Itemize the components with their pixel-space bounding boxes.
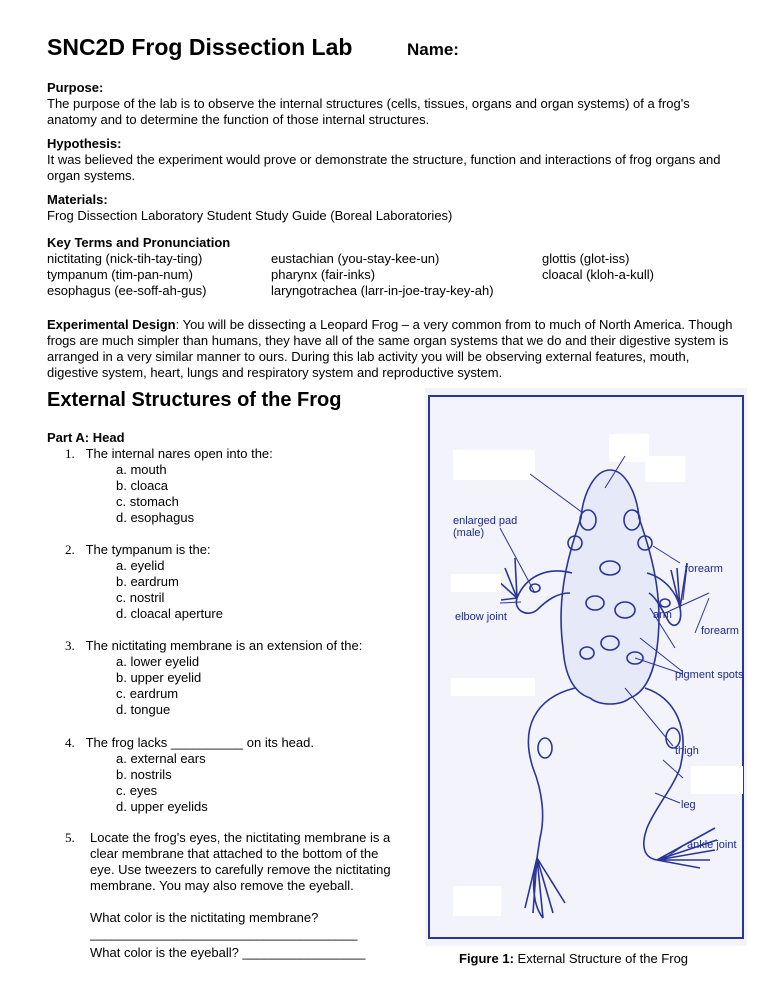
option: c. eyes (116, 783, 158, 798)
option: d. cloacal aperture (116, 606, 223, 621)
key-terms-col3 (542, 251, 654, 283)
label-enlarged-pad: enlarged pad (453, 515, 518, 527)
question-number: 1. (65, 446, 75, 461)
question-number: 2. (65, 542, 75, 557)
label-elbow-joint: elbow joint (455, 611, 507, 623)
question-text: The internal nares open into the: (85, 446, 273, 461)
label-arm: arm (653, 609, 672, 621)
label-ankle-joint: ankle joint (687, 839, 737, 851)
question-line: Locate the frog's eyes, the nictitating membrane is a (90, 830, 391, 845)
label-thigh: thigh (675, 745, 699, 757)
option: d. esophagus (116, 510, 195, 525)
key-term: glottis (glot-iss) (542, 251, 630, 266)
question-text: The nictitating membrane is an extension of the: (85, 638, 363, 653)
experimental-design-section (47, 317, 742, 381)
label-forearm-1: forearm (685, 563, 723, 575)
option: a. mouth (116, 462, 167, 477)
name-label: Name: (407, 40, 459, 59)
purpose-text: The purpose of the lab is to observe the internal structures (cells, tissues, organs and organ systems) of a frog's anatomy and to determine the function of those internal structures. (47, 96, 690, 127)
experimental-design-heading: Experimental Design (47, 317, 176, 332)
label-forearm-2: forearm (701, 625, 739, 637)
key-term: tympanum (tim-pan-num) (47, 267, 193, 282)
option: a. external ears (116, 751, 206, 766)
label-male: (male) (453, 527, 485, 539)
question-ask: What color is the nictitating membrane? (90, 910, 319, 925)
key-term: eustachian (you-stay-kee-un) (271, 251, 440, 266)
hypothesis-text: It was believed the experiment would prove or demonstrate the structure, function and interactions of frog organs and organ systems. (47, 152, 721, 183)
question-number: 3. (65, 638, 75, 653)
figure-caption (459, 951, 688, 966)
option: b. eardrum (116, 574, 179, 589)
part-a-heading: Part A: Head (47, 430, 125, 445)
option: c. nostril (116, 590, 165, 605)
caption-bold: Figure 1: (459, 951, 514, 966)
materials-section (47, 192, 737, 224)
question-line: eye. Use tweezers to carefully remove the nictitating (90, 862, 391, 877)
blank-label-box (691, 766, 743, 794)
purpose-heading: Purpose: (47, 80, 104, 95)
question-4 (65, 735, 405, 815)
blank-label-box (451, 678, 535, 696)
answer-blank[interactable]: _____________________________________ (90, 926, 358, 941)
blank-label-box (453, 450, 535, 480)
question-text: The frog lacks __________ on its head. (85, 735, 314, 750)
experimental-design-text: : You will be dissecting a Leopard Frog – a very common from to much of North America. Though frogs are much simpler than humans, they have all of the same organ systems that we do and their digestive system is arranged in a very similar manner to ours. During this lab activity you will be observing external features, mouth, digestive system, heart, lungs and respiratory system and reproductive system. (47, 317, 733, 380)
key-term: laryngotrachea (larr-in-joe-tray-key-ah) (271, 283, 494, 298)
question-text: The tympanum is the: (85, 542, 211, 557)
option: a. lower eyelid (116, 654, 200, 669)
question-number: 4. (65, 735, 75, 750)
question-3 (65, 638, 425, 718)
section-title: External Structures of the Frog (47, 389, 342, 411)
option: c. eardrum (116, 686, 179, 701)
question-number: 5. (65, 830, 75, 845)
question-5 (65, 830, 425, 961)
option: b. cloaca (116, 478, 169, 493)
materials-text: Frog Dissection Laboratory Student Study Guide (Boreal Laboratories) (47, 208, 453, 223)
label-leg: leg (681, 799, 696, 811)
hypothesis-heading: Hypothesis: (47, 136, 122, 151)
key-term: cloacal (kloh-a-kull) (542, 267, 654, 282)
key-term: pharynx (fair-inks) (271, 267, 376, 282)
option: c. stomach (116, 494, 179, 509)
key-terms-col2 (271, 251, 494, 299)
key-term: nictitating (nick-tih-tay-ting) (47, 251, 203, 266)
hypothesis-section (47, 136, 737, 184)
option: d. upper eyelids (116, 799, 208, 814)
key-terms-col1 (47, 251, 206, 299)
question-2 (65, 542, 405, 622)
key-terms-heading: Key Terms and Pronunciation (47, 235, 231, 250)
page-title: SNC2D Frog Dissection Lab (47, 34, 353, 60)
label-pigment-spots: pigment spots (675, 669, 744, 681)
option: b. nostrils (116, 767, 172, 782)
option: a. eyelid (116, 558, 165, 573)
blank-label-box (451, 574, 501, 592)
blank-label-box (645, 456, 685, 482)
question-line: clear membrane that attached to the bottom of the (90, 846, 379, 861)
purpose-section (47, 80, 737, 128)
question-ask: What color is the eyeball? _________________ (90, 945, 366, 960)
option: b. upper eyelid (116, 670, 202, 685)
materials-heading: Materials: (47, 192, 108, 207)
question-1 (65, 446, 405, 526)
option: d. tongue (116, 702, 171, 717)
caption-text: External Structure of the Frog (513, 951, 689, 966)
key-term: esophagus (ee-soff-ah-gus) (47, 283, 207, 298)
question-line: membrane. You may also remove the eyeball. (90, 878, 354, 893)
frog-figure (425, 388, 747, 946)
blank-label-box (609, 434, 649, 462)
blank-label-box (453, 886, 501, 916)
